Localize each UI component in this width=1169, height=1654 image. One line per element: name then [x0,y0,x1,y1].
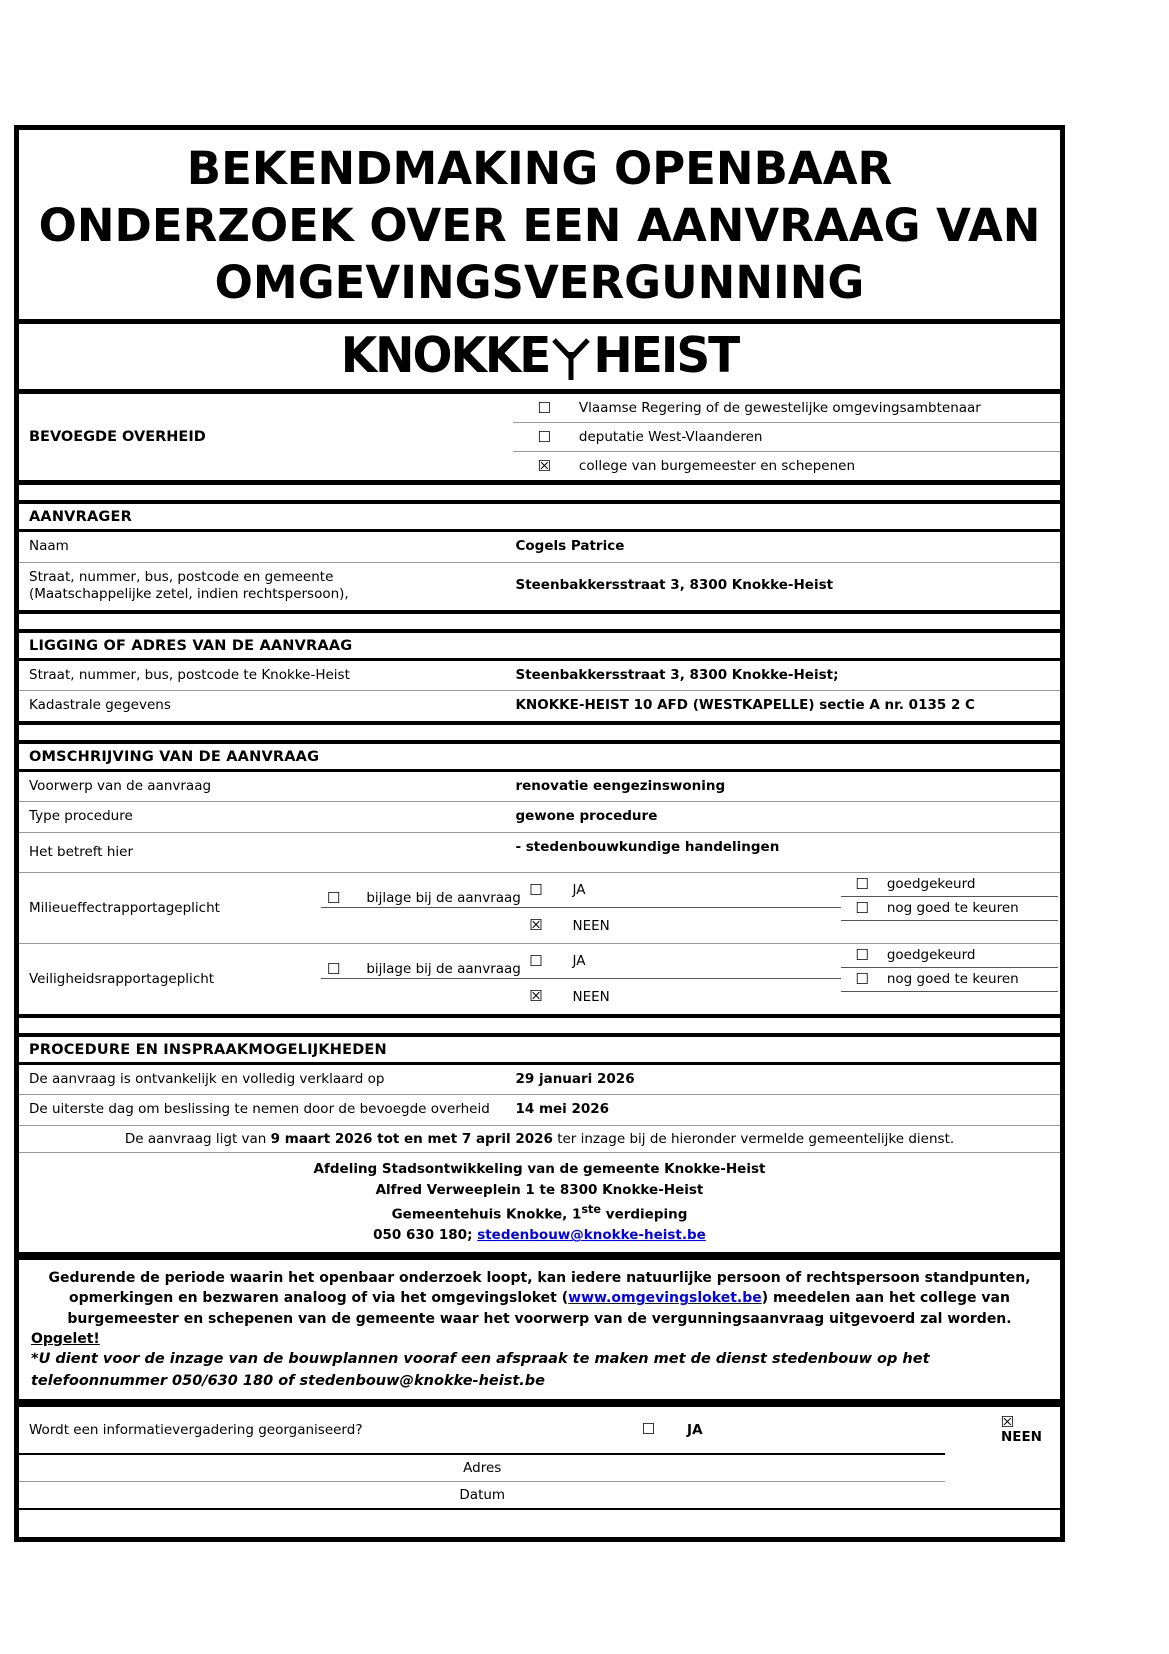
bijlage-label: bijlage bij de aanvraag [366,889,521,906]
ligging-straat-label: Straat, nummer, bus, postcode te Knokke-Heist [29,666,350,683]
checkbox-checked-icon: ☒ [1000,1412,1014,1431]
goedgekeurd-label: goedgekeurd [886,947,976,964]
adres-label-line1: Straat, nummer, bus, postcode en gemeente [29,568,334,585]
option-label: Vlaamse Regering of de gewestelijke omgevingsambtenaar [578,400,981,416]
ja-label: JA [572,882,586,899]
kadaster-value: KNOKKE-HEIST 10 AFD (WESTKAPELLE) sectie A nr. 0135 2 C [515,697,975,714]
title-line-1: BEKENDMAKING OPENBAAR [186,142,893,195]
checkbox-unchecked-icon: ☐ [855,969,869,988]
ja-label: JA [572,953,586,970]
veiligheid-label: Veiligheidsrapportageplicht [29,970,215,987]
ja-option [642,1422,897,1438]
inzage-periode [19,1125,1060,1152]
dienst-contact [27,1225,1052,1246]
milieu-goedkeuring [841,873,1060,943]
informatievergadering-vraag: Wordt een informatievergadering georganiseerd? [29,1421,363,1438]
neen-option [321,908,842,943]
row-milieueffectrapportageplicht [19,872,1060,943]
section-procedure [19,1033,1060,1256]
bijlage-option [327,961,521,977]
title-line-3: OMGEVINGSVERGUNNING [214,256,865,309]
option-college [513,451,1060,480]
table-row [19,661,1060,691]
uiterste-dag-label: De uiterste dag om beslissing te nemen door de bevoegde overheid [29,1101,490,1118]
notice-block [19,1260,1060,1398]
table-row [19,690,1060,721]
kadaster-label: Kadastrale gegevens [29,697,171,714]
notice-text-pre: Gedurende de periode waarin het openbaar onderzoek loopt, kan iedere natuurlijke persoon of rechtspersoon standpunten, opmerkingen en bezwaren analoog of via het omgevingsloket ( [48,1270,1031,1307]
ontvankelijk-value: 29 januari 2026 [515,1070,635,1087]
voorwerp-value: renovatie eengezinswoning [515,777,726,794]
naam-label: Naam [29,538,69,554]
section-aanvrager [19,500,1060,614]
checkbox-unchecked-icon: ☐ [326,959,341,978]
option-vlaamse-regering [513,394,1060,422]
omschrijving-header: OMSCHRIJVING VAN DE AANVRAAG [19,744,1060,772]
option-label: college van burgemeester en schepenen [578,458,855,474]
dienst-locatie-post: verdieping [601,1206,688,1223]
ontvankelijk-label: De aanvraag is ontvankelijk en volledig verklaard op [29,1070,385,1087]
section-notice [19,1256,1060,1402]
option-label: deputatie West-Vlaanderen [578,429,763,445]
checkbox-unchecked-icon: ☐ [537,427,551,446]
type-procedure-label: Type procedure [29,808,133,825]
bevoegde-overheid-options [513,394,1060,480]
afspraak-waarschuwing: *U dient voor de inzage van de bouwplannen vooraf een afspraak te maken met de dienst stedenbouw op het telefoonnummer 050/630 180 of stedenbouw@knokke-heist.be [31,1351,930,1389]
adres-label-line2: (Maatschappelijke zetel, indien rechtspersoon), [29,586,349,603]
checkbox-checked-icon: ☒ [529,987,543,1006]
type-procedure-value: gewone procedure [515,808,658,825]
bijlage-option [327,890,521,906]
checkbox-unchecked-icon: ☐ [641,1420,656,1439]
document-title [19,130,1060,324]
inzage-dates: 9 maart 2026 tot en met 7 april 2026 [270,1130,553,1147]
table-row [19,532,1060,562]
sea-lily-icon [551,336,591,382]
voorwerp-label: Voorwerp van de aanvraag [29,777,212,794]
section-ligging [19,629,1060,725]
dienst-locatie [27,1201,1052,1225]
option-deputatie [513,422,1060,451]
nog-goed-te-keuren-label: nog goed te keuren [886,971,1019,988]
betreft-label: Het betreft hier [29,843,134,860]
table-row [19,1094,1060,1125]
checkbox-checked-icon: ☒ [529,916,543,935]
nog-goed-te-keuren-option [841,897,1058,921]
checkbox-unchecked-icon: ☐ [529,951,543,970]
naam-value: Cogels Patrice [515,538,625,554]
neen-label: NEEN [1000,1428,1042,1445]
stedenbouw-email-link[interactable]: stedenbouw@knokke-heist.be [477,1227,706,1244]
dienst-locatie-pre: Gemeentehuis Knokke, 1 [391,1206,582,1223]
aanvrager-adres-label [19,563,513,610]
omgevingsloket-link[interactable]: www.omgevingsloket.be [568,1290,762,1307]
notice-text-post: ) meedelen aan het college van burgemeester en schepenen van de gemeente waar het voorwerp van de vergunningsaanvraag uitgevoerd zal worden. [67,1290,1012,1327]
informatievergadering-row [19,1407,1060,1454]
checkbox-unchecked-icon: ☐ [529,880,543,899]
uiterste-dag-value: 14 mei 2026 [515,1101,610,1118]
table-row [19,832,1060,872]
veiligheid-goedkeuring [841,944,1060,1014]
nog-goed-te-keuren-label: nog goed te keuren [886,900,1019,917]
gemeentelijke-dienst [19,1152,1060,1252]
datum-row: Datum [19,1481,945,1508]
municipality-logo [19,324,1060,394]
neen-option [321,979,842,1014]
section-footer [19,1403,1060,1538]
betreft-value: - stedenbouwkundige handelingen [515,838,780,855]
announcement-document [14,125,1065,1542]
dienst-locatie-sup: ste [581,1202,602,1216]
neen-label: NEEN [572,917,610,934]
table-row [19,1065,1060,1095]
nog-goed-te-keuren-option [841,968,1058,992]
logo-text-knokke: KNOKKE [340,326,550,385]
inzage-text-pre: De aanvraag ligt van [124,1130,271,1147]
adres-row: Adres [19,1453,945,1481]
checkbox-unchecked-icon: ☐ [855,874,869,893]
bijlage-label: bijlage bij de aanvraag [366,960,521,977]
ja-label: JA [687,1421,703,1438]
table-row [19,801,1060,832]
aanvrager-header: AANVRAGER [19,504,1060,532]
checkbox-checked-icon: ☒ [537,456,551,475]
inzage-text-post: ter inzage bij de hieronder vermelde gemeentelijke dienst. [552,1130,955,1147]
aanvrager-adres-value: Steenbakkersstraat 3, 8300 Knokke-Heist [515,577,834,594]
neen-option [897,1412,1050,1446]
opgelet-heading: Opgelet! [31,1331,100,1347]
neen-label: NEEN [572,988,610,1005]
goedgekeurd-option [841,944,1058,968]
goedgekeurd-option [841,873,1058,897]
checkbox-unchecked-icon: ☐ [326,888,341,907]
checkbox-unchecked-icon: ☐ [855,898,869,917]
empty-bottom-area [19,1508,1060,1537]
ligging-header: LIGGING OF ADRES VAN DE AANVRAAG [19,633,1060,661]
goedgekeurd-label: goedgekeurd [886,876,976,893]
section-bevoegde-overheid [19,394,1060,485]
dienst-naam: Afdeling Stadsontwikkeling van de gemeente Knokke-Heist [313,1160,766,1177]
section-omschrijving [19,740,1060,1018]
checkbox-unchecked-icon: ☐ [537,398,551,417]
checkbox-unchecked-icon: ☐ [855,945,869,964]
milieu-label: Milieueffectrapportageplicht [29,899,220,916]
bevoegde-overheid-label: BEVOEGDE OVERHEID [29,429,206,445]
dienst-telefoon: 050 630 180; [373,1227,478,1244]
table-row [19,562,1060,610]
table-row [19,772,1060,802]
logo-text-heist: HEIST [593,326,739,385]
procedure-header: PROCEDURE EN INSPRAAKMOGELIJKHEDEN [19,1037,1060,1065]
ligging-straat-value: Steenbakkersstraat 3, 8300 Knokke-Heist; [515,666,839,683]
milieu-ja-neen [321,873,842,943]
veiligheid-ja-neen [321,944,842,1014]
title-line-2: ONDERZOEK OVER EEN AANVRAAG VAN [38,199,1041,252]
dienst-adres: Alfred Verweeplein 1 te 8300 Knokke-Heist [375,1181,704,1198]
row-veiligheidsrapportageplicht [19,943,1060,1014]
openbaar-onderzoek-paragraaf [31,1268,1048,1329]
